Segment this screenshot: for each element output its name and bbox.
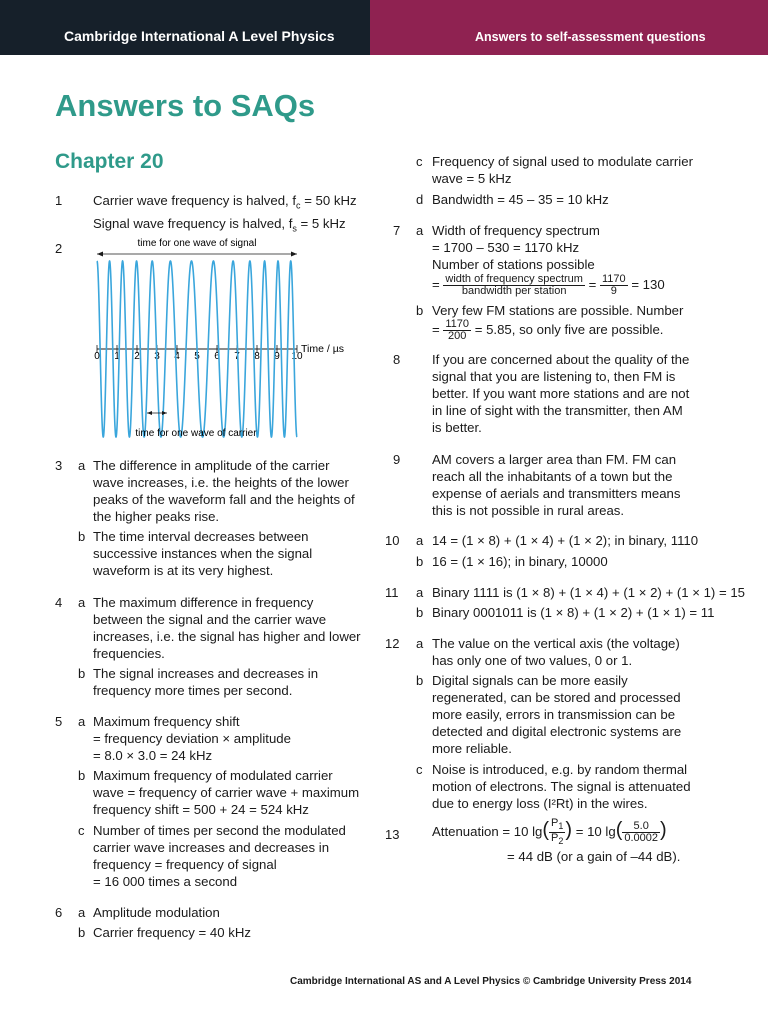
q10b-answer: 16 = (1 × 16); in binary, 10000: [432, 554, 608, 569]
q9-number: 9: [393, 452, 401, 467]
q2-number: 2: [55, 241, 63, 256]
q11b-answer: Binary 0001011 is (1 × 8) + (1 × 2) + (1 × 1) = 11: [432, 605, 715, 620]
axis-tick-label: 1: [114, 351, 120, 362]
q12a-answer: The value on the vertical axis (the voltage) has only one of two values, 0 or 1.: [432, 636, 680, 668]
q6b-answer: Carrier frequency = 40 kHz: [93, 925, 251, 940]
q6d-answer: Bandwidth = 45 – 35 = 10 kHz: [432, 192, 609, 207]
q1-answer: Carrier wave frequency is halved, $f_c = 50$ kHz Signal wave frequency is halved, $f_s = 5$ kHz: [93, 193, 357, 234]
axis-tick-label: 9: [274, 351, 280, 362]
q4b-answer: The signal increases and decreases in frequency more times per second.: [93, 666, 319, 698]
axis-tick-label: 0: [94, 351, 100, 362]
axis-tick-label: 2: [134, 351, 140, 362]
q7-part-a-label: a: [416, 223, 424, 238]
axis-tick-label: 8: [254, 351, 260, 362]
q5-part-c-label: c: [78, 823, 85, 838]
signal-wave-label: time for one wave of signal: [137, 238, 257, 249]
header-left-band: [0, 0, 370, 55]
q13-answer: Attenuation = 10 lg( $\frac{P_1}{P_2}$ ) = 10 lg( $\frac{5.0}{0.0002}$ ) = 44 dB (or a gain of –44 dB).: [432, 817, 681, 865]
q10-part-b-label: b: [416, 554, 424, 569]
q10a-answer: 14 = (1 × 8) + (1 × 4) + (1 × 2); in binary, 1110: [432, 533, 699, 548]
q8-answer: If you are concerned about the quality of the signal that you are listening to, then FM is better. If you want more stations and are not in line of sight with the transmitter, then AM is better.: [432, 352, 690, 435]
q5c-answer: Number of times per second the modulated carrier wave increases and decreases in frequency = frequency of signal = 16 000 times a second: [93, 823, 346, 889]
q5b-answer: Maximum frequency of modulated carrier wave = frequency of carrier wave + maximum frequency shift = 500 + 24 = 524 kHz: [93, 768, 360, 817]
axis-tick-label: 7: [234, 351, 240, 362]
q11a-answer: Binary 1111 is (1 × 8) + (1 × 4) + (1 × 2) + (1 × 1) = 15: [432, 585, 746, 600]
q10-number: 10: [385, 533, 400, 548]
q12-part-c-label: c: [416, 762, 423, 777]
q8-number: 8: [393, 352, 401, 367]
q4-part-a-label: a: [78, 595, 86, 610]
q6-part-c-label: c: [416, 154, 423, 169]
chapter-heading: Chapter 20: [55, 150, 164, 173]
axis-tick-label: 3: [154, 351, 160, 362]
q3b-answer: The time interval decreases between successive instances when the signal waveform is at its very highest.: [93, 529, 313, 578]
q5-part-a-label: a: [78, 714, 86, 729]
header-right-band: [370, 0, 768, 55]
fm-waveform-graph: [85, 232, 365, 444]
q5a-answer: Maximum frequency shift = frequency deviation × amplitude = 8.0 × 3.0 = 24 kHz: [93, 714, 291, 763]
q12-part-b-label: b: [416, 673, 424, 688]
q6a-answer: Amplitude modulation: [93, 905, 220, 920]
q3a-answer: The difference in amplitude of the carrier wave increases, i.e. the heights of the lower peaks of the waveform fall and the heights of the higher peaks rise.: [93, 458, 355, 524]
time-axis-label: Time / µs: [301, 343, 344, 355]
section-title: Answers to self-assessment questions: [475, 30, 706, 44]
q6c-answer: Frequency of signal used to modulate carrier wave = 5 kHz: [432, 154, 693, 186]
q12c-answer: Noise is introduced, e.g. by random thermal motion of electrons. The signal is attenuated due to energy loss (I²Rt) in the wires.: [432, 762, 691, 811]
q6-part-b-label: b: [78, 925, 86, 940]
q10-part-a-label: a: [416, 533, 424, 548]
q12b-answer: Digital signals can be more easily regenerated, can be stored and processed more easily, errors in transmission can be detected and digital electronic systems are more reliable.: [432, 673, 682, 756]
page-footer: Cambridge International AS and A Level Physics © Cambridge University Press 2014: [290, 976, 692, 987]
q6-part-a-label: a: [78, 905, 86, 920]
carrier-wave-label: time for one wave of carrier: [135, 428, 257, 439]
q6-number: 6: [55, 905, 63, 920]
q7-number: 7: [393, 223, 401, 238]
axis-tick-label: 5: [194, 351, 200, 362]
q11-number: 11: [385, 585, 399, 600]
q7b-answer: Very few FM stations are possible. Number = $\frac{1170}{200}$ = 5.85, so only five are possible.: [432, 303, 684, 342]
axis-tick-label: 6: [214, 351, 220, 362]
q4-number: 4: [55, 595, 63, 610]
q7-part-b-label: b: [416, 303, 424, 318]
q11-part-b-label: b: [416, 605, 424, 620]
axis-tick-label: 10: [291, 351, 303, 362]
page-title: Answers to SAQs: [55, 88, 316, 123]
axis-tick-label: 4: [174, 351, 180, 362]
q1-number: 1: [55, 193, 63, 208]
q5-part-b-label: b: [78, 768, 86, 783]
q6-part-d-label: d: [416, 192, 424, 207]
q12-part-a-label: a: [416, 636, 424, 651]
q3-number: 3: [55, 458, 63, 473]
q5-number: 5: [55, 714, 63, 729]
q3-part-b-label: b: [78, 529, 86, 544]
q11-part-a-label: a: [416, 585, 424, 600]
q4a-answer: The maximum difference in frequency between the signal and the carrier wave increases, i.e. the signal has higher and lower frequencies.: [93, 595, 361, 661]
q9-answer: AM covers a larger area than FM. FM can reach all the inhabitants of a town but the expense of aerials and transmitters means this is not possible in rural areas.: [432, 452, 681, 518]
q12-number: 12: [385, 636, 400, 651]
q7a-answer: Width of frequency spectrum = 1700 – 530 = 1170 kHz Number of stations possible = $\frac{\text{width of frequency spectrum}}{\text{bandwidth per station}}$ = $\frac{1170}{9}$ = 130: [432, 223, 665, 297]
book-title: Cambridge International A Level Physics: [64, 28, 335, 44]
q13-number: 13: [385, 827, 400, 842]
q4-part-b-label: b: [78, 666, 86, 681]
q3-part-a-label: a: [78, 458, 86, 473]
